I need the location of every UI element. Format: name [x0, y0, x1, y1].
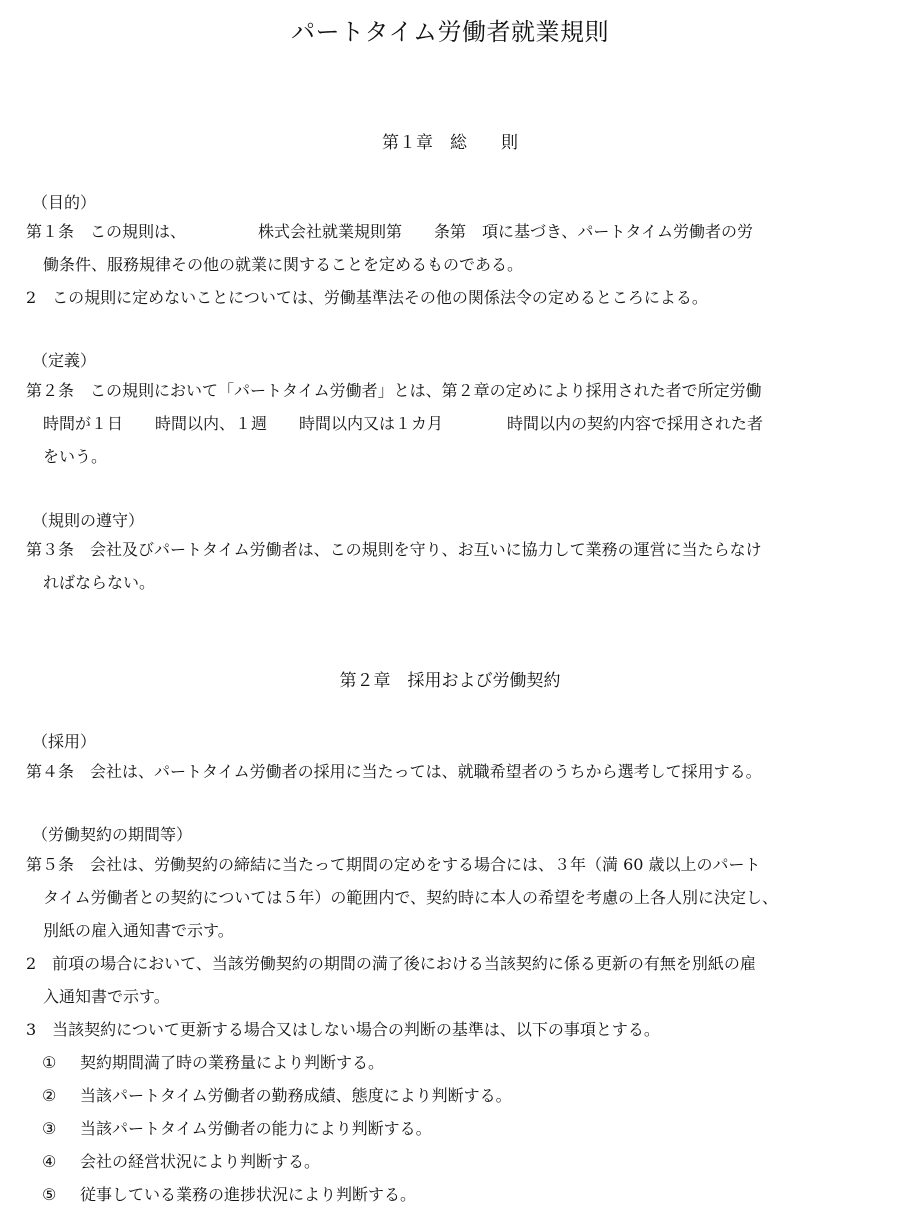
text-line: 入通知書で示す。 [43, 987, 170, 1006]
text-line: 別紙の雇入通知書で示す。 [43, 921, 234, 940]
text-line: 3 当該契約について更新する場合又はしない場合の判断の基準は、以下の事項とする。 [26, 1020, 660, 1039]
article-4-caption: （採用） [32, 732, 97, 751]
item-number: ⑤ [42, 1185, 57, 1204]
article-3-caption: （規則の遵守） [32, 511, 145, 530]
text-line: 第３条 会社及びパートタイム労働者は、この規則を守り、お互いに協力して業務の運営に当たらなけ [26, 540, 762, 559]
chapter-1-heading: 第１章 総 則 [382, 133, 518, 153]
article-4-paragraph-1 [26, 755, 893, 788]
text-line: タイム労働者との契約については５年）の範囲内で、契約時に本人の希望を考慮の上各人別に決定し、 [43, 888, 779, 907]
article-3-paragraph-1 [26, 533, 893, 599]
item-text: 従事している業務の進捗状況により判断する。 [80, 1185, 417, 1204]
item-text: 会社の経営状況により判断する。 [80, 1152, 321, 1171]
item-number: ④ [42, 1152, 57, 1171]
text-line: 第１条 この規則は、 株式会社就業規則第 条第 項に基づき、パートタイム労働者の労 [26, 222, 754, 241]
article-1-paragraph-2 [26, 281, 893, 314]
article-5-caption: （労働契約の期間等） [32, 825, 193, 844]
item-text: 契約期間満了時の業務量により判断する。 [80, 1053, 385, 1072]
list-item [42, 1046, 384, 1079]
text-line: をいう。 [43, 447, 108, 466]
text-line: 2 前項の場合において、当該労働契約の期間の満了後における当該契約に係る更新の有無を別紙の雇 [26, 954, 756, 973]
item-number: ② [42, 1086, 57, 1105]
article-5-paragraph-3 [26, 1013, 893, 1046]
article-1-paragraph-1 [26, 215, 893, 281]
article-5-paragraph-1 [26, 848, 893, 947]
text-line: 2 この規則に定めないことについては、労働基準法その他の関係法令の定めるところによる。 [26, 288, 708, 307]
list-item [42, 1178, 416, 1211]
text-line: 第４条 会社は、パートタイム労働者の採用に当たっては、就職希望者のうちから選考して採用する。 [26, 762, 762, 781]
list-item [42, 1079, 512, 1112]
list-item [42, 1112, 432, 1145]
document-title: パートタイム労働者就業規則 [290, 18, 610, 46]
text-line: 働条件、服務規律その他の就業に関することを定めるものである。 [43, 255, 524, 274]
text-line: ればならない。 [43, 573, 156, 592]
item-text: 当該パートタイム労働者の能力により判断する。 [80, 1119, 432, 1138]
article-1-caption: （目的） [32, 193, 97, 212]
article-2-caption: （定義） [32, 351, 97, 370]
item-number: ① [42, 1053, 57, 1072]
item-text: 当該パートタイム労働者の勤務成績、態度により判断する。 [80, 1086, 512, 1105]
article-5-paragraph-2 [26, 947, 893, 1013]
list-item [42, 1145, 320, 1178]
article-2-paragraph-1 [26, 374, 893, 473]
item-number: ③ [42, 1119, 57, 1138]
chapter-2-heading: 第２章 採用および労働契約 [339, 671, 561, 691]
text-line: 第２条 この規則において「パートタイム労働者」とは、第２章の定めにより採用された者で所定労働 [26, 381, 762, 400]
text-line: 第５条 会社は、労働契約の締結に当たって期間の定めをする場合には、３年（満 60 歳以上のパート [26, 855, 761, 874]
text-line: 時間が１日 時間以内、１週 時間以内又は１カ月 時間以内の契約内容で採用された者 [43, 414, 764, 433]
